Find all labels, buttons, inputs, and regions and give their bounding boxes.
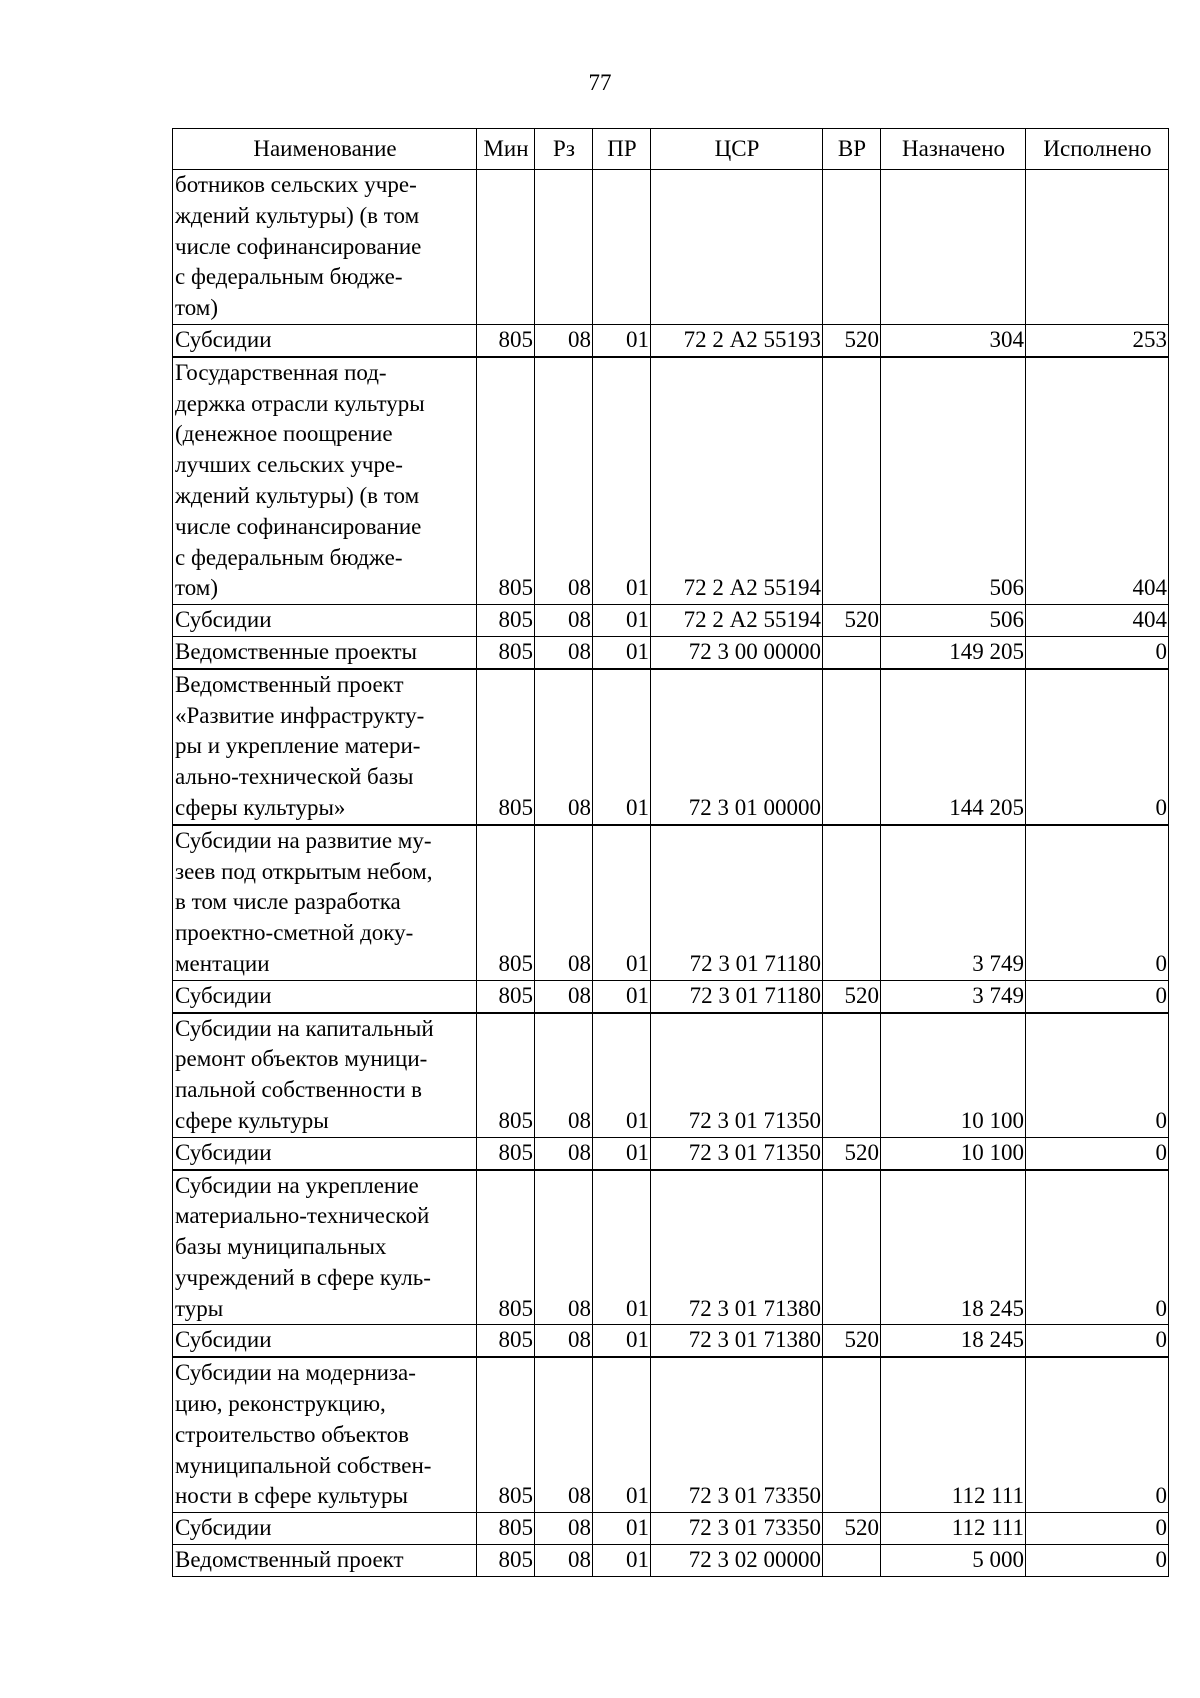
cell-vr: 520 bbox=[823, 980, 881, 1012]
table-row bbox=[173, 636, 1169, 668]
cell-pr: 01 bbox=[593, 605, 651, 637]
cell-csr: 72 3 02 00000 bbox=[651, 1545, 823, 1577]
cell-name: Субсидии на капитальный ремонт объектов муници- пальной собственности в сфере культуры bbox=[173, 1013, 477, 1138]
cell-pr: 01 bbox=[593, 357, 651, 605]
cell-vr bbox=[823, 1013, 881, 1138]
cell-min: 805 bbox=[477, 1357, 535, 1512]
cell-vr bbox=[823, 1357, 881, 1512]
cell-name: Субсидии bbox=[173, 980, 477, 1012]
cell-min: 805 bbox=[477, 357, 535, 605]
cell-rz: 08 bbox=[535, 324, 593, 356]
cell-name: Субсидии bbox=[173, 324, 477, 356]
cell-executed: 0 bbox=[1026, 1325, 1169, 1357]
cell-assigned: 3 749 bbox=[881, 825, 1026, 980]
cell-vr: 520 bbox=[823, 1513, 881, 1545]
cell-pr bbox=[593, 170, 651, 325]
cell-min: 805 bbox=[477, 1325, 535, 1357]
cell-executed: 0 bbox=[1026, 825, 1169, 980]
cell-executed: 0 bbox=[1026, 1137, 1169, 1169]
table-body bbox=[173, 170, 1169, 1577]
cell-vr bbox=[823, 1170, 881, 1325]
cell-pr: 01 bbox=[593, 1170, 651, 1325]
cell-vr: 520 bbox=[823, 324, 881, 356]
cell-name: Государственная под- держка отрасли культуры (денежное поощрение лучших сельских учре- ждений культуры) (в том числе софинансирование с федеральным бюдже- том) bbox=[173, 357, 477, 605]
table-row bbox=[173, 1357, 1169, 1512]
cell-assigned: 5 000 bbox=[881, 1545, 1026, 1577]
cell-rz: 08 bbox=[535, 1013, 593, 1138]
cell-pr: 01 bbox=[593, 324, 651, 356]
cell-assigned: 18 245 bbox=[881, 1325, 1026, 1357]
cell-vr bbox=[823, 1545, 881, 1577]
budget-table bbox=[172, 128, 1169, 1577]
cell-rz: 08 bbox=[535, 980, 593, 1012]
cell-csr: 72 3 01 00000 bbox=[651, 669, 823, 825]
cell-min: 805 bbox=[477, 980, 535, 1012]
table-row bbox=[173, 825, 1169, 980]
header-name: Наименование bbox=[173, 129, 477, 170]
cell-pr: 01 bbox=[593, 1545, 651, 1577]
cell-min: 805 bbox=[477, 1170, 535, 1325]
table-row bbox=[173, 170, 1169, 325]
cell-rz: 08 bbox=[535, 636, 593, 668]
cell-vr: 520 bbox=[823, 605, 881, 637]
cell-executed: 0 bbox=[1026, 1545, 1169, 1577]
header-pr: ПР bbox=[593, 129, 651, 170]
cell-pr: 01 bbox=[593, 636, 651, 668]
cell-csr: 72 3 01 71380 bbox=[651, 1325, 823, 1357]
cell-vr bbox=[823, 357, 881, 605]
cell-csr: 72 3 01 73350 bbox=[651, 1357, 823, 1512]
cell-rz bbox=[535, 170, 593, 325]
cell-pr: 01 bbox=[593, 1013, 651, 1138]
cell-csr: 72 3 01 71380 bbox=[651, 1170, 823, 1325]
table-row bbox=[173, 1137, 1169, 1169]
cell-assigned: 144 205 bbox=[881, 669, 1026, 825]
cell-executed: 0 bbox=[1026, 1357, 1169, 1512]
header-min: Мин bbox=[477, 129, 535, 170]
cell-assigned: 18 245 bbox=[881, 1170, 1026, 1325]
table-row bbox=[173, 1325, 1169, 1357]
header-vr: ВР bbox=[823, 129, 881, 170]
cell-rz: 08 bbox=[535, 605, 593, 637]
cell-min: 805 bbox=[477, 825, 535, 980]
cell-min: 805 bbox=[477, 1137, 535, 1169]
cell-name: Субсидии на развитие му- зеев под открытым небом, в том числе разработка проектно-сметной доку- ментации bbox=[173, 825, 477, 980]
cell-assigned: 112 111 bbox=[881, 1513, 1026, 1545]
page-number: 77 bbox=[588, 70, 612, 95]
cell-name: Ведомственный проект bbox=[173, 1545, 477, 1577]
cell-assigned: 506 bbox=[881, 605, 1026, 637]
cell-executed: 253 bbox=[1026, 324, 1169, 356]
cell-assigned: 10 100 bbox=[881, 1137, 1026, 1169]
cell-csr: 72 3 01 71180 bbox=[651, 825, 823, 980]
cell-vr bbox=[823, 669, 881, 825]
cell-pr: 01 bbox=[593, 669, 651, 825]
table-row bbox=[173, 1013, 1169, 1138]
cell-rz: 08 bbox=[535, 1545, 593, 1577]
cell-executed: 0 bbox=[1026, 1170, 1169, 1325]
cell-min: 805 bbox=[477, 1013, 535, 1138]
cell-rz: 08 bbox=[535, 825, 593, 980]
cell-min: 805 bbox=[477, 1513, 535, 1545]
cell-csr: 72 3 01 71350 bbox=[651, 1137, 823, 1169]
cell-csr: 72 3 00 00000 bbox=[651, 636, 823, 668]
cell-rz: 08 bbox=[535, 1137, 593, 1169]
cell-assigned bbox=[881, 170, 1026, 325]
cell-min: 805 bbox=[477, 324, 535, 356]
table-row bbox=[173, 1513, 1169, 1545]
header-rz: Рз bbox=[535, 129, 593, 170]
table-row bbox=[173, 357, 1169, 605]
cell-assigned: 304 bbox=[881, 324, 1026, 356]
cell-name: Субсидии bbox=[173, 1513, 477, 1545]
cell-rz: 08 bbox=[535, 1170, 593, 1325]
cell-name: Ведомственные проекты bbox=[173, 636, 477, 668]
cell-pr: 01 bbox=[593, 825, 651, 980]
cell-assigned: 10 100 bbox=[881, 1013, 1026, 1138]
cell-vr bbox=[823, 636, 881, 668]
header-assigned: Назначено bbox=[881, 129, 1026, 170]
cell-min bbox=[477, 170, 535, 325]
cell-rz: 08 bbox=[535, 1513, 593, 1545]
cell-executed: 404 bbox=[1026, 605, 1169, 637]
table-row bbox=[173, 1545, 1169, 1577]
cell-csr: 72 2 А2 55194 bbox=[651, 357, 823, 605]
header-executed: Исполнено bbox=[1026, 129, 1169, 170]
cell-name: Ведомственный проект «Развитие инфраструкту- ры и укрепление матери- ально-технической базы сферы культуры» bbox=[173, 669, 477, 825]
cell-min: 805 bbox=[477, 669, 535, 825]
table-row bbox=[173, 669, 1169, 825]
cell-assigned: 506 bbox=[881, 357, 1026, 605]
table-row bbox=[173, 980, 1169, 1012]
cell-csr: 72 2 А2 55194 bbox=[651, 605, 823, 637]
cell-csr: 72 3 01 71350 bbox=[651, 1013, 823, 1138]
cell-pr: 01 bbox=[593, 980, 651, 1012]
header-csr: ЦСР bbox=[651, 129, 823, 170]
cell-executed bbox=[1026, 170, 1169, 325]
cell-rz: 08 bbox=[535, 669, 593, 825]
table-row bbox=[173, 605, 1169, 637]
cell-executed: 0 bbox=[1026, 636, 1169, 668]
table-row bbox=[173, 324, 1169, 356]
cell-executed: 0 bbox=[1026, 1513, 1169, 1545]
cell-executed: 0 bbox=[1026, 980, 1169, 1012]
cell-min: 805 bbox=[477, 1545, 535, 1577]
cell-min: 805 bbox=[477, 636, 535, 668]
cell-rz: 08 bbox=[535, 1357, 593, 1512]
cell-csr bbox=[651, 170, 823, 325]
cell-rz: 08 bbox=[535, 357, 593, 605]
cell-assigned: 3 749 bbox=[881, 980, 1026, 1012]
cell-vr bbox=[823, 170, 881, 325]
cell-pr: 01 bbox=[593, 1513, 651, 1545]
cell-pr: 01 bbox=[593, 1137, 651, 1169]
cell-csr: 72 3 01 73350 bbox=[651, 1513, 823, 1545]
cell-min: 805 bbox=[477, 605, 535, 637]
cell-name: Субсидии на укрепление материально-технической базы муниципальных учреждений в сфере куль- туры bbox=[173, 1170, 477, 1325]
cell-executed: 0 bbox=[1026, 669, 1169, 825]
cell-pr: 01 bbox=[593, 1357, 651, 1512]
cell-executed: 0 bbox=[1026, 1013, 1169, 1138]
cell-name: Субсидии на модерниза- цию, реконструкцию, строительство объектов муниципальной собствен- ности в сфере культуры bbox=[173, 1357, 477, 1512]
cell-vr: 520 bbox=[823, 1137, 881, 1169]
cell-rz: 08 bbox=[535, 1325, 593, 1357]
cell-vr bbox=[823, 825, 881, 980]
cell-name: Субсидии bbox=[173, 605, 477, 637]
cell-name: Субсидии bbox=[173, 1137, 477, 1169]
cell-name: Субсидии bbox=[173, 1325, 477, 1357]
cell-assigned: 112 111 bbox=[881, 1357, 1026, 1512]
table-header bbox=[173, 129, 1169, 170]
cell-csr: 72 2 А2 55193 bbox=[651, 324, 823, 356]
cell-name: ботников сельских учре- ждений культуры) (в том числе софинансирование с федеральным бюдже- том) bbox=[173, 170, 477, 325]
cell-pr: 01 bbox=[593, 1325, 651, 1357]
table-row bbox=[173, 1170, 1169, 1325]
header-row bbox=[173, 129, 1169, 170]
cell-executed: 404 bbox=[1026, 357, 1169, 605]
cell-assigned: 149 205 bbox=[881, 636, 1026, 668]
cell-vr: 520 bbox=[823, 1325, 881, 1357]
cell-csr: 72 3 01 71180 bbox=[651, 980, 823, 1012]
